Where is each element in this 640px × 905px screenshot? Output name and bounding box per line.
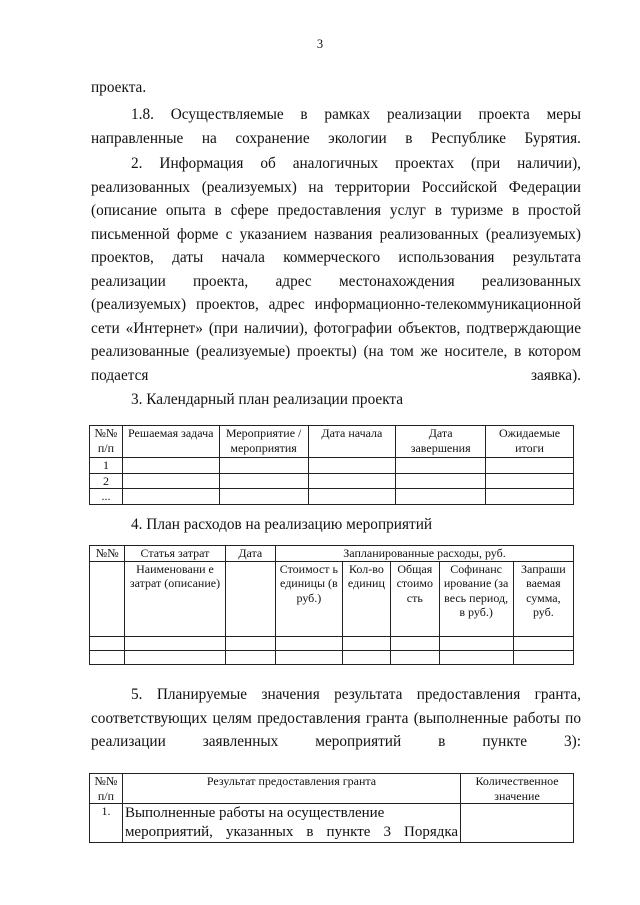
header-cell: №№ xyxy=(90,546,125,562)
header-cell: Запланированные расходы, руб. xyxy=(276,546,574,562)
header-cell: Общая стоимо сть xyxy=(391,561,439,636)
header-cell: №№ п/п xyxy=(90,426,123,458)
header-cell: Запраши ваемая сумма, руб. xyxy=(513,561,573,636)
row-number: 2 xyxy=(90,473,123,489)
header-cell: Результат предоставления гранта xyxy=(122,774,460,804)
result-text: Выполненные работы на осуществление мероприятий, указанных в пункте 3 Порядка xyxy=(122,804,460,843)
paragraph-continuation: проекта. xyxy=(91,79,147,96)
header-cell: №№ п/п xyxy=(90,774,123,804)
header-cell: Кол-во единиц xyxy=(342,561,390,636)
table-row xyxy=(90,489,574,505)
section-3-title: 3. Календарный план реализации проекта xyxy=(131,391,404,408)
table-row xyxy=(90,458,574,474)
table-header-row xyxy=(90,774,574,804)
paragraph-5: 5. Планируемые значения результата предоставления гранта, соответствующих целям предоставления гранта (выполненные работы по реализации заявленных мероприятий в пункте 3): xyxy=(91,686,581,750)
table-row xyxy=(90,804,574,843)
header-cell: Статья затрат xyxy=(125,546,225,562)
page-number: 3 xyxy=(316,37,324,51)
header-cell: Дата начала xyxy=(308,426,396,458)
header-cell: Наименовани е затрат (описание) xyxy=(125,561,225,636)
table-header-row xyxy=(90,546,574,562)
header-cell: Количественное значение xyxy=(461,774,574,804)
table-row xyxy=(90,650,574,664)
header-cell: Дата xyxy=(225,546,276,562)
table-subheader-row xyxy=(90,561,574,636)
section-4-title: 4. План расходов на реализацию мероприятий xyxy=(131,516,433,533)
header-cell: Мероприятие /мероприятия xyxy=(219,426,308,458)
header-cell: Ожидаемые итоги xyxy=(486,426,574,458)
table-row xyxy=(90,636,574,650)
header-cell: Решаемая задача xyxy=(122,426,219,458)
row-number: 1. xyxy=(90,804,123,843)
table-row xyxy=(90,473,574,489)
calendar-plan-table xyxy=(89,425,574,505)
paragraph-1-8: 1.8. Осуществляемые в рамках реализации проекта меры направленные на сохранение экологии в Республике Бурятия. xyxy=(91,106,581,147)
header-cell: Дата завершения xyxy=(396,426,486,458)
paragraph-2: 2. Информация об аналогичных проектах (при наличии), реализованных (реализуемых) на территории Российской Федерации (описание опыта в сфере предоставления услуг в туризме в простой письменной форме с указанием названия реализованных (реализуемых) проектов, даты начала коммерческого использования результата реализации проекта, адрес местонахождения реализованных (реализуемых) проектов, адрес информационно-телекоммуникационной сети «Интернет» (при наличии), фотографии объектов, подтверждающие реализованные (реализуемые) проекты) (на том же носителе, в котором подается заявка). xyxy=(91,155,581,384)
grant-result-table xyxy=(89,773,574,843)
expense-plan-table xyxy=(89,545,574,665)
table-header-row xyxy=(90,426,574,458)
header-cell: Стоимост ь единицы (в руб.) xyxy=(276,561,343,636)
row-number: ... xyxy=(90,489,123,505)
row-number: 1 xyxy=(90,458,123,474)
header-cell: Софинанс ирование (за весь период, в руб.) xyxy=(439,561,513,636)
